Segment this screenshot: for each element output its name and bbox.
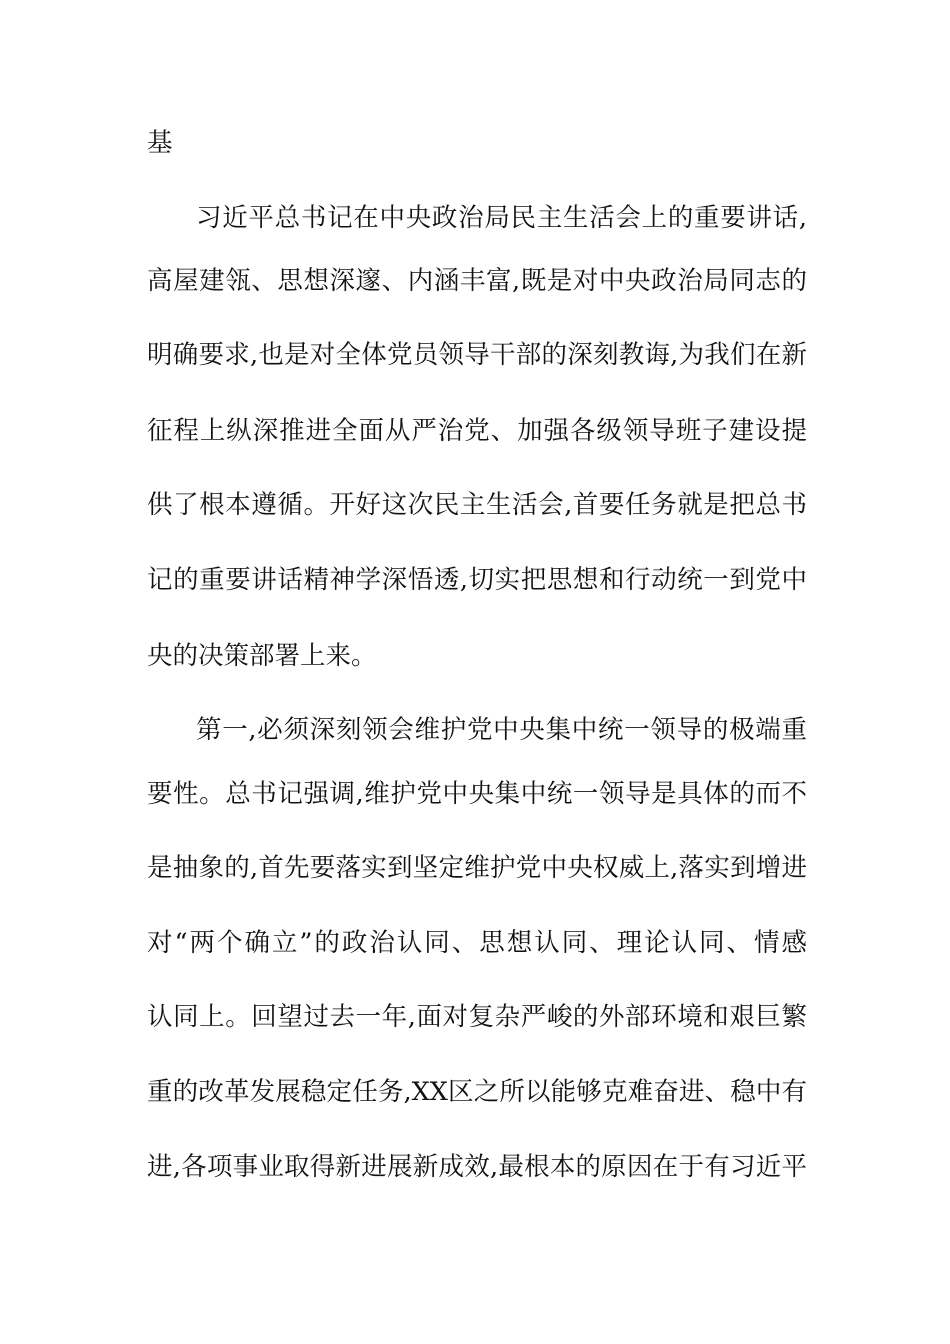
text-line-9: 第一,必须深刻领会维护党中央集中统一领导的极端重 [196,715,807,745]
text-line-5: 征程上纵深推进全面从严治党、加强各级领导班子建设提 [147,416,807,446]
text-line-13: 认同上。回望过去一年,面对复杂严峻的外部环境和艰巨繁 [147,1002,807,1032]
text-line-1: 基 [147,128,173,158]
text-line-7: 记的重要讲话精神学深悟透,切实把思想和行动统一到党中 [147,565,807,595]
text-line-11: 是抽象的,首先要落实到坚定维护党中央权威上,落实到增进 [147,853,807,883]
text-line-6: 供了根本遵循。开好这次民主生活会,首要任务就是把总书 [147,490,807,520]
text-line-4: 明确要求,也是对全体党员领导干部的深刻教诲,为我们在新 [147,340,807,370]
text-line-8: 央的决策部署上来。 [147,641,377,671]
text-line-12: 对“两个确立”的政治认同、思想认同、理论认同、情感 [147,928,807,958]
text-line-14: 重的改革发展稳定任务,XX区之所以能够克难奋进、稳中有 [147,1077,807,1107]
text-line-10: 要性。总书记强调,维护党中央集中统一领导是具体的而不 [147,779,807,809]
text-line-3: 高屋建瓴、思想深邃、内涵丰富,既是对中央政治局同志的 [147,266,807,296]
text-line-2: 习近平总书记在中央政治局民主生活会上的重要讲话, [196,203,807,233]
text-line-15: 进,各项事业取得新进展新成效,最根本的原因在于有习近平 [147,1152,807,1182]
